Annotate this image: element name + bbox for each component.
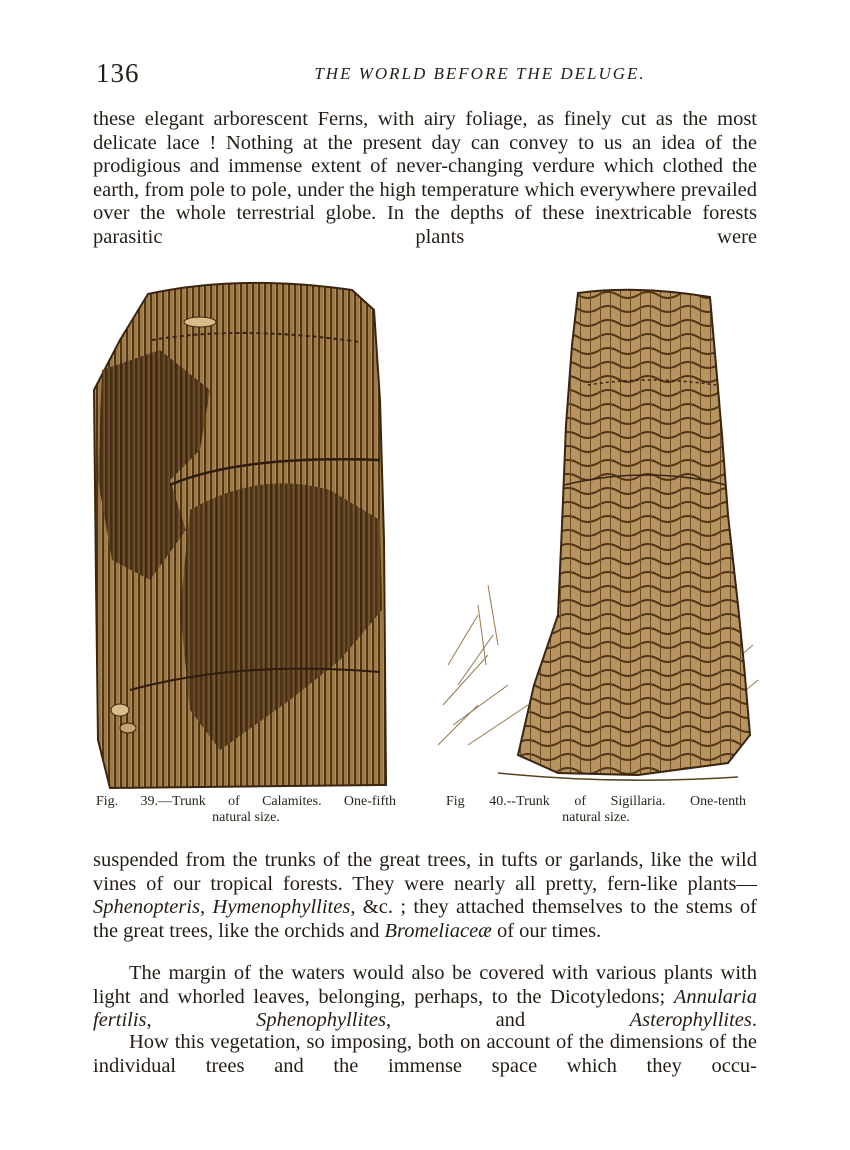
p3-italic-asterophyllites: Asterophyllites <box>629 1009 752 1032</box>
p3-text-b: , <box>146 1009 257 1032</box>
paragraph-3 <box>93 962 757 1033</box>
sigillaria-trunk-illustration <box>438 285 760 790</box>
p2-text-d: of our times. <box>491 919 602 942</box>
paragraph-4: How this vegetation, so imposing, both on account of the dimensions of the individual trees and the immense space which they occu- <box>93 1031 757 1077</box>
p3-text-d: . <box>751 1009 757 1032</box>
running-head: THE WORLD BEFORE THE DELUGE. <box>314 64 646 83</box>
calamites-trunk-illustration <box>90 280 390 792</box>
figure-40-caption-line1: Fig 40.--Trunk of Sigillaria. One-tenth <box>446 794 746 809</box>
figure-39-caption-line2: natural size. <box>212 810 280 825</box>
p2-italic-sphenopteris: Sphenopteris <box>93 896 201 919</box>
p3-text-c: , and <box>385 1009 630 1032</box>
p3-text-a: The margin of the waters would also be covered with various plants with light and whorled leaves, belonging, perhaps, to the Dicotyledons; <box>93 962 757 1008</box>
figure-40-caption-line2: natural size. <box>562 810 630 825</box>
p3-italic-sphenophyllites: Sphenophyllites <box>256 1009 386 1032</box>
p2-text-a: suspended from the trunks of the great trees, in tufts or garlands, like the wild vines of our tropical forests. They were nearly all pretty, fern-like plants— <box>93 849 757 895</box>
page-number: 136 <box>96 58 140 88</box>
p2-text-b: , <box>200 896 213 919</box>
figure-40-caption <box>446 794 746 826</box>
p2-text-c: , &c. ; they attached themselves to the stems of the great trees, like the orchids and <box>93 896 757 942</box>
p3-italic-annularia: Annularia fertilis <box>93 985 757 1032</box>
p2-italic-hymenophyllites: Hymenophyllites <box>212 896 351 919</box>
figure-39-caption-line1: Fig. 39.—Trunk of Calamites. One-fifth <box>96 794 396 809</box>
figure-39-caption <box>96 794 396 826</box>
p2-italic-bromeliaceae: Bromeliaceæ <box>384 919 492 942</box>
paragraph-1: these elegant arborescent Ferns, with airy foliage, as finely cut as the most delicate lace ! Nothing at the present day can convey to us an idea of the prodigious and immense extent of never-changing verdure which clothed the earth, from pole to pole, under the high temperature which everywhere prevailed over the whole terrestrial globe. In the depths of these inextricable forests parasitic plants were <box>93 108 757 248</box>
paragraph-2 <box>93 849 757 943</box>
